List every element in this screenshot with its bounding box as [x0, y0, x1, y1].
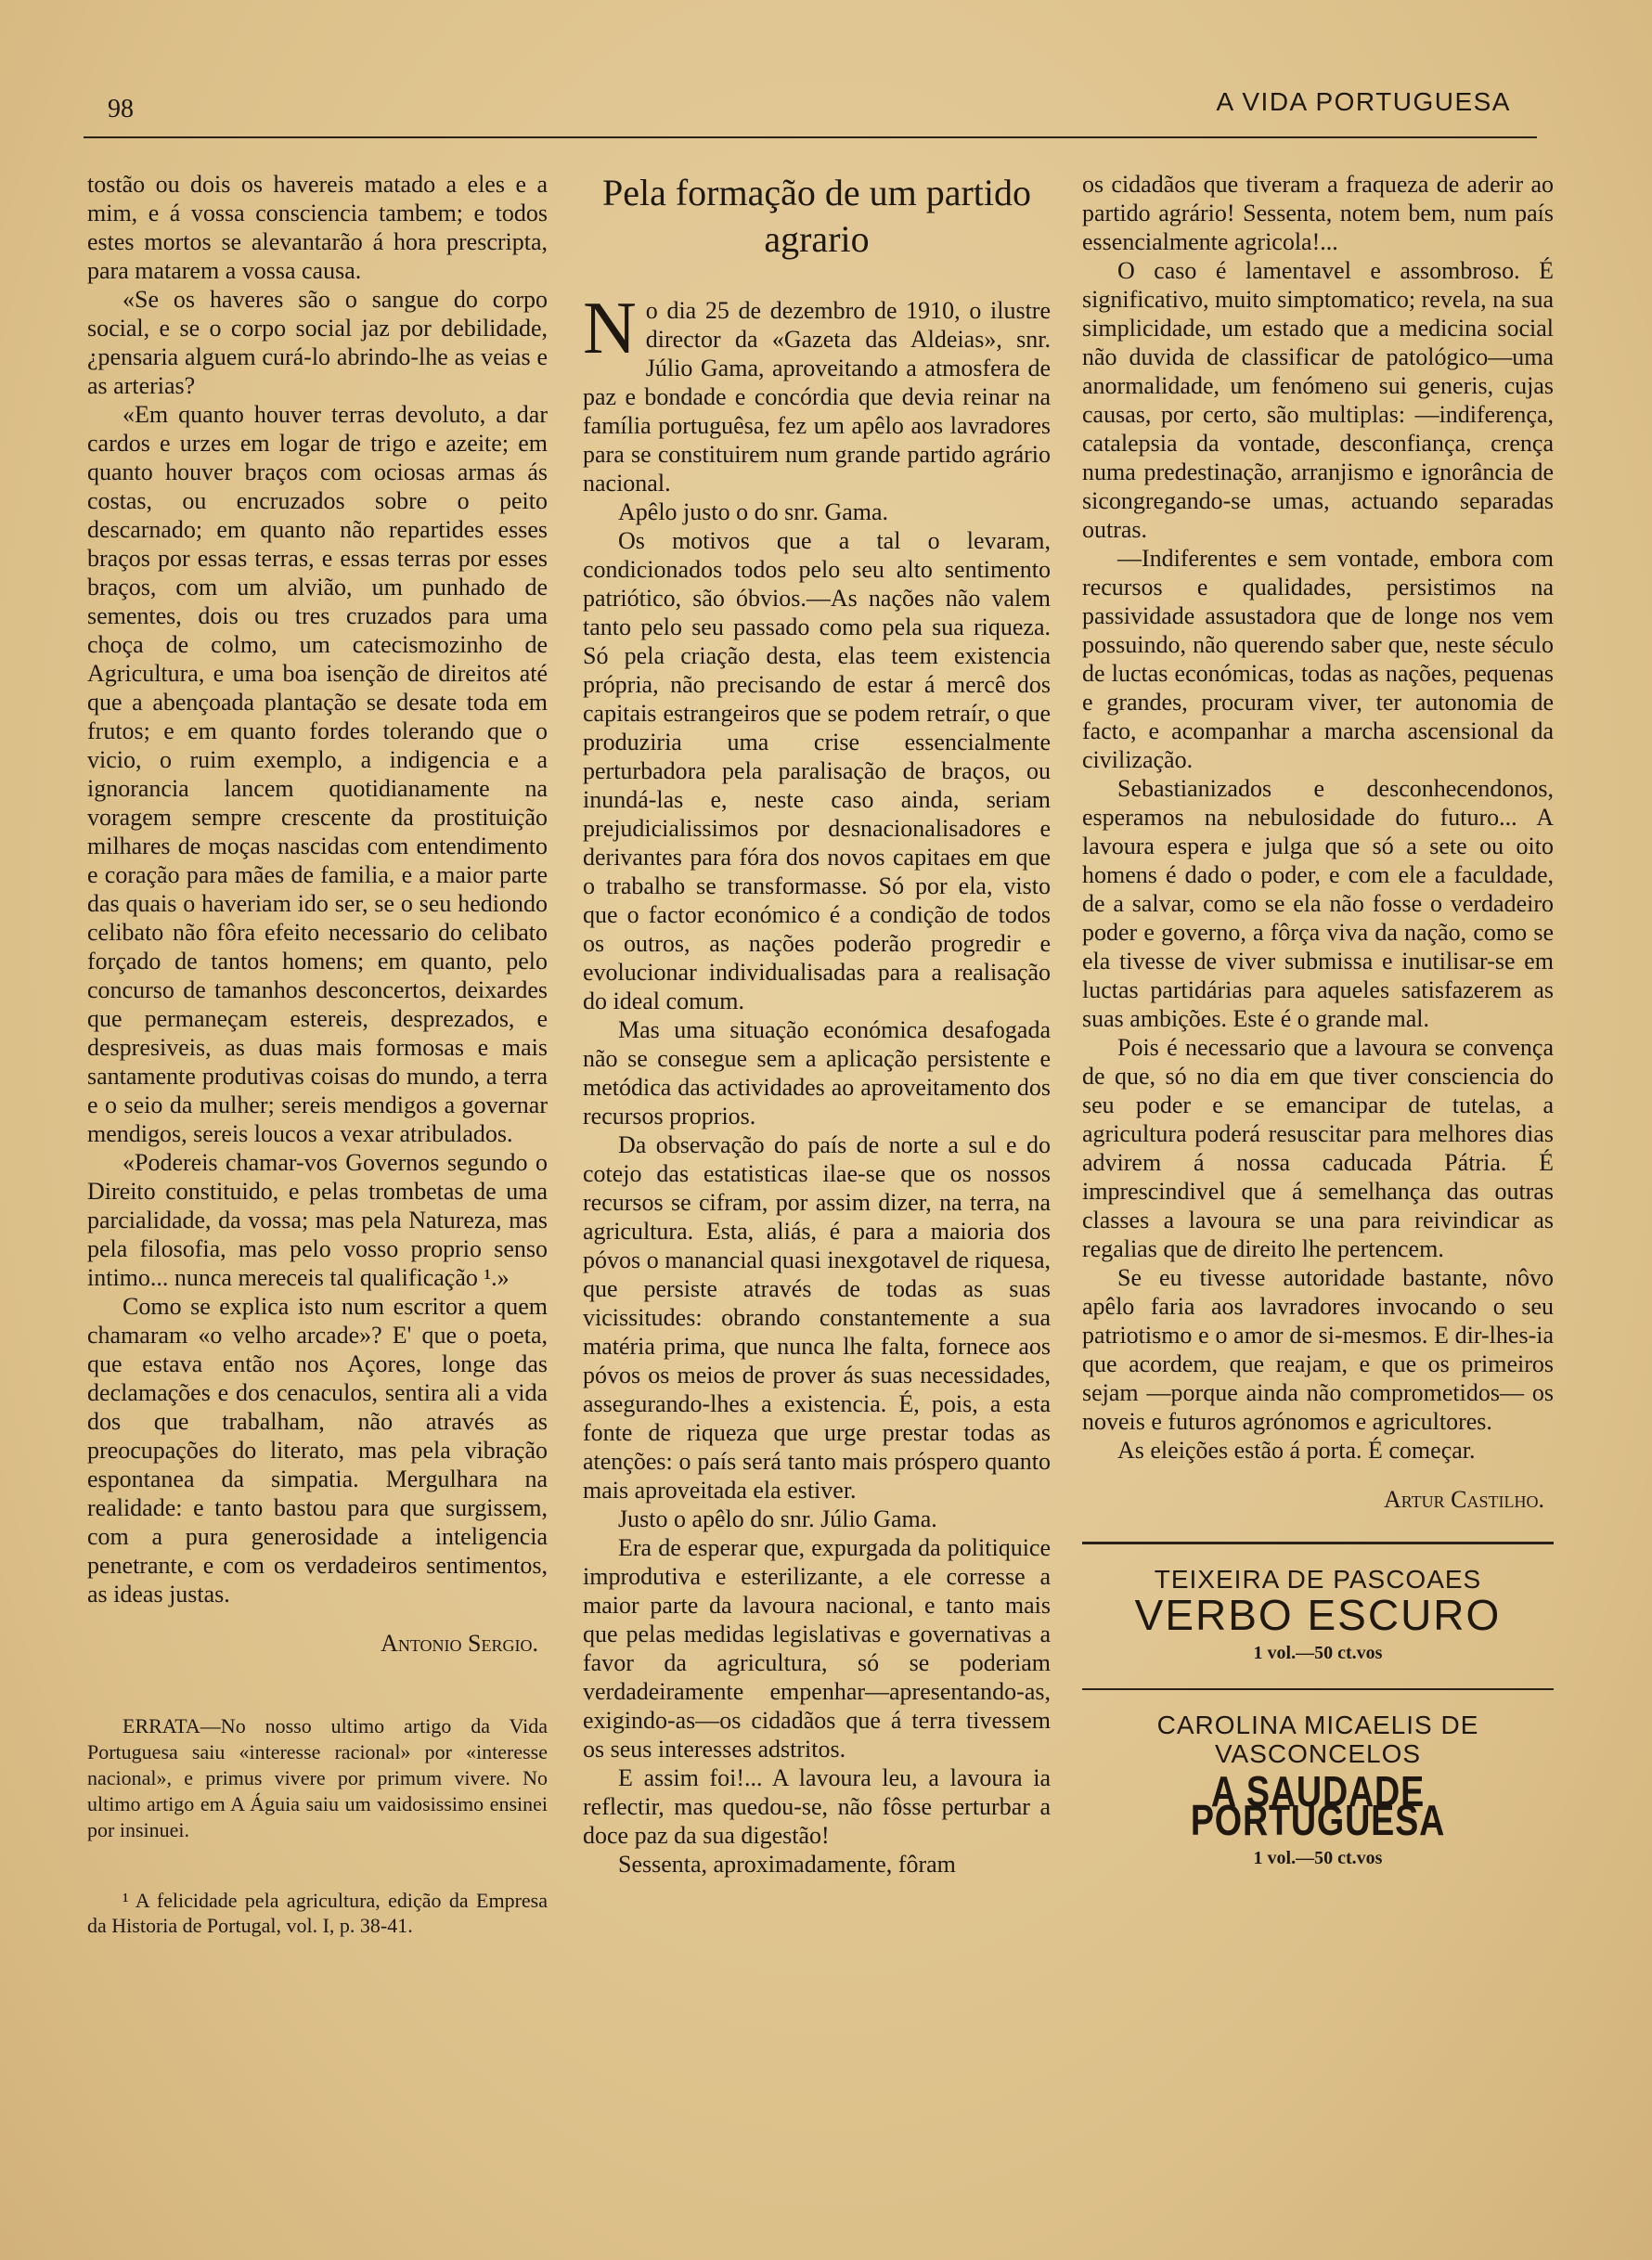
author-signature: Antonio Sergio.: [381, 1630, 538, 1657]
footnote: ¹ A felicidade pela agricultura, edição da Empresa da Historia de Portugal, vol. I, p. 38-41.: [87, 1889, 548, 1937]
paragraph: Como se explica isto num escritor a quem chamaram «o velho arcade»? E' que o poeta, que estava então nos Açores, longe das declamações e dos cenaculos, sentira ali a vida dos que trabalham, não através as preocupações do literato, mas pela vibração espontanea da simpatia. Mergulhara na realidade: e tanto bastou para que surgissem, com a pura generosidade a inteligencia penetrante, e com os verdadeiros sentimentos, as ideas justas.: [87, 1293, 548, 1608]
paragraph: Era de esperar que, expurgada da politiquice improdutiva e esterilizante, a ele corresse a maior parte da lavoura nacional, e tanto mais que pelas medidas legislativas e governativas a favor da agricultura, só se poderiam verdadeiramente empenhar—apresentando-as, exigindo-as—os cidadãos que á terra tivessem os seus interesses adstritos.: [583, 1534, 1051, 1763]
paragraph: os cidadãos que tiveram a fraqueza de aderir ao partido agrário! Sessenta, notem bem, num país essencialmente agricola!...: [1082, 171, 1554, 255]
paragraph: Se eu tivesse autoridade bastante, nôvo apêlo faria aos lavradores invocando o seu patriotismo e o amor de si-mesmos. E dir-lhes-ia que acordem, que reajam, e que os primeiros sejam —porque ainda não comprometidos— os noveis e futuros agrónomos e agricultores.: [1082, 1264, 1554, 1435]
paragraph: Os motivos que a tal o levaram, condicionados todos pelo seu alto sentimento patriótico, são óbvios.—As nações não valem tanto pelo seu passado como pela sua riqueza. Só pela criação desta, elas teem existencia própria, não precisando de estar á mercê dos capitais estrangeiros que se podem retraír, o que produziria uma crise essencialmente perturbadora pela paralisação de braços, ou inundá-las e, neste caso ainda, seriam prejudicialissimos por desnacionalisadores e derivantes para fóra dos novos capitaes em que o trabalho se transformasse. Só por ela, visto que o factor económico é a condição de todos os outros, as nações poderão progredir e evolucionar individualisadas para a realisação do ideal comum.: [583, 527, 1051, 1014]
book-advert-saudade-portuguesa: [1082, 1711, 1554, 1873]
author-signature: Artur Castilho.: [1383, 1486, 1544, 1513]
running-title: A VIDA PORTUGUESA: [1216, 87, 1511, 116]
ad-title: VERBO ESCURO: [1134, 1591, 1502, 1639]
paragraph: E assim foi!... A lavoura leu, a lavoura ia reflectir, mas quedou-se, não fôsse perturbar a doce paz da sua digestão!: [583, 1764, 1051, 1849]
paragraph: Justo o apêlo do snr. Júlio Gama.: [618, 1505, 937, 1532]
paragraph: Sebastianizados e desconhecendonos, esperamos na nebulosidade do futuro... A lavoura espera e julga que só a sete ou oito homens é dado o poder, e com ele a faculdade, de a salvar, como se ela não fosse o verdadeiro poder e governo, a fôrça viva da nação, como se ela tivesse de viver submissa e inutilisar-se em luctas partidárias para aqueles satisfazerem as suas ambições. Este é o grande mal.: [1082, 775, 1554, 1032]
errata-note: ERRATA—No nosso ultimo artigo da Vida Portuguesa saiu «interesse racional» por «interesse nacional», e primus vivere por primum vivere. No ultimo artigo em A Águia saiu um vaidosissimo ensinei por insinuei.: [87, 1714, 548, 1841]
paragraph: As eleições estão á porta. É começar.: [1117, 1437, 1476, 1464]
column-right: [1082, 170, 1554, 1873]
paragraph: —Indiferentes e sem vontade, embora com recursos e qualidades, persistimos na passividade assustadora que de longe nos vem possuindo, não querendo saber que, neste século de luctas económicas, todas as nações, pequenas e grandes, procuram viver, ter autonomia de facto, e acompanhar a marcha ascensional da civilização.: [1082, 545, 1554, 773]
paragraph: Apêlo justo o do snr. Gama.: [618, 498, 889, 525]
ad-divider: [1082, 1688, 1554, 1690]
ad-author: CAROLINA MICAELIS DE VASCONCELOS: [1156, 1711, 1479, 1768]
column-middle: [583, 170, 1051, 1879]
book-advert-verbo-escuro: [1082, 1565, 1554, 1668]
paragraph: O caso é lamentavel e assombroso. É significativo, muito simptomatico; revela, na sua simplicidade, um estado que a medicina social não duvida de classificar de patológico—uma anormalidade, um fenómeno sui generis, cujas causas, por certo, são multiplas: —indiferença, catalepsia da vontade, desconfiança, crença numa predestinação, arranjismo e ignorância de sicongregando-se umas, actuando separadas outras.: [1082, 257, 1554, 543]
paragraph: Sessenta, aproximadamente, fôram: [618, 1851, 956, 1878]
paragraph: tostão ou dois os havereis matado a eles e a mim, e á vossa consciencia tambem; e todos estes mortos se alevantarão á hora prescripta, para matarem a vossa causa.: [87, 171, 548, 284]
ad-author: TEIXEIRA DE PASCOAES: [1154, 1565, 1482, 1594]
ad-divider: [1082, 1542, 1554, 1544]
ad-title: A SAUDADE PORTUGUESA: [1190, 1767, 1446, 1844]
page-number: 98: [108, 95, 134, 123]
article-title: Pela formação de um partido agrario: [601, 172, 1032, 260]
paragraph: Da observação do país de norte a sul e do cotejo das estatisticas ilae-se que os nossos recursos se cifram, por assim dizer, na terra, na agricultura. Esta, aliás, é para a maioria dos póvos o manancial quasi inexgotavel de riquesa, que persiste através de todas as suas vicissitudes: obrando constantemente a sua matéria prima, que nunca lhe falta, fornece aos póvos os meios de prover ás suas necessidades, assegurando-lhes a existencia. É, pois, a esta fonte de riqueza que urge prestar todas as atenções: o país será tanto mais próspero quanto mais aproveitada ela estiver.: [583, 1131, 1051, 1504]
first-paragraph-text: o dia 25 de dezembro de 1910, o ilustre director da «Gazeta das Aldeias», snr. Júlio Gama, aproveitando a atmosfera de paz e bondade e concórdia que devia reinar na família portuguêsa, fez um apêlo aos lavradores para se constituirem num grande partido agrário nacional.: [583, 297, 1051, 497]
paragraph: «Se os haveres são o sangue do corpo social, e se o corpo social jaz por debilidade, ¿pensaria alguem curá-lo abrindo-lhe as veias e as arterias?: [87, 286, 548, 399]
header-rule: [84, 136, 1537, 138]
paragraph: «Podereis chamar-vos Governos segundo o Direito constituido, e pelas trombetas de uma parcialidade, da vossa; mas pela Natureza, mas pela filosofia, mas pelo vosso proprio senso intimo... nunca mereceis tal qualificação ¹.»: [87, 1149, 548, 1291]
paragraph: «Em quanto houver terras devoluto, a dar cardos e urzes em logar de trigo e azeite; em quanto houver braços com ociosas armas ás costas, ou encruzados sobre o peito descarnado; em quanto não repartides esses braços por essas terras, e essas terras por esses braços, com um alvião, um punhado de sementes, dois ou tres cruzados para uma choça de colmo, um catecismozinho de Agricultura, e uma boa isenção de direitos até que a abençoada plantação se desate toda em frutos; e em quanto fordes tolerando que o vicio, o ruim exemplo, a indigencia e a ignorancia lancem quotidianamente na voragem sempre crescente da prostituição milhares de moças nascidas com entendimento e coração para mães de familia, e a maior parte das quais o haveriam ido ser, se o seu hediondo celibato não fôra efeito necessario do celibato forçado de tantos homens; em quanto, pelo concurso de tamanhos desconcertos, deixardes que permaneçam estereis, desprezados, e despresiveis, as duas mais formosas e mais santamente produtivas coisas do mundo, a terra e o seio da mulher; sereis mendigos a governar mendigos, sereis loucos a vexar atribulados.: [87, 401, 548, 1147]
paragraph: Mas uma situação económica desafogada não se consegue sem a aplicação persistente e metódica das actividades ao aproveitamento dos recursos proprios.: [583, 1016, 1051, 1130]
ad-price: 1 vol.—50 ct.vos: [1253, 1848, 1383, 1868]
page-header: [104, 82, 1535, 134]
paragraph: Pois é necessario que a lavoura se convença de que, só no dia em que tiver consciencia do seu poder e se emancipar de tutelas, a agricultura poderá resuscitar para melhores dias advirem á nossa caducada Pátria. É imprescindivel que á semelhança das outras classes a lavoura se una para reivindicar as regalias que de direito lhe pertencem.: [1082, 1034, 1554, 1262]
drop-cap: N: [583, 288, 637, 369]
first-paragraph: [583, 288, 1051, 497]
ad-price: 1 vol.—50 ct.vos: [1253, 1643, 1383, 1663]
column-left: [87, 170, 548, 1938]
